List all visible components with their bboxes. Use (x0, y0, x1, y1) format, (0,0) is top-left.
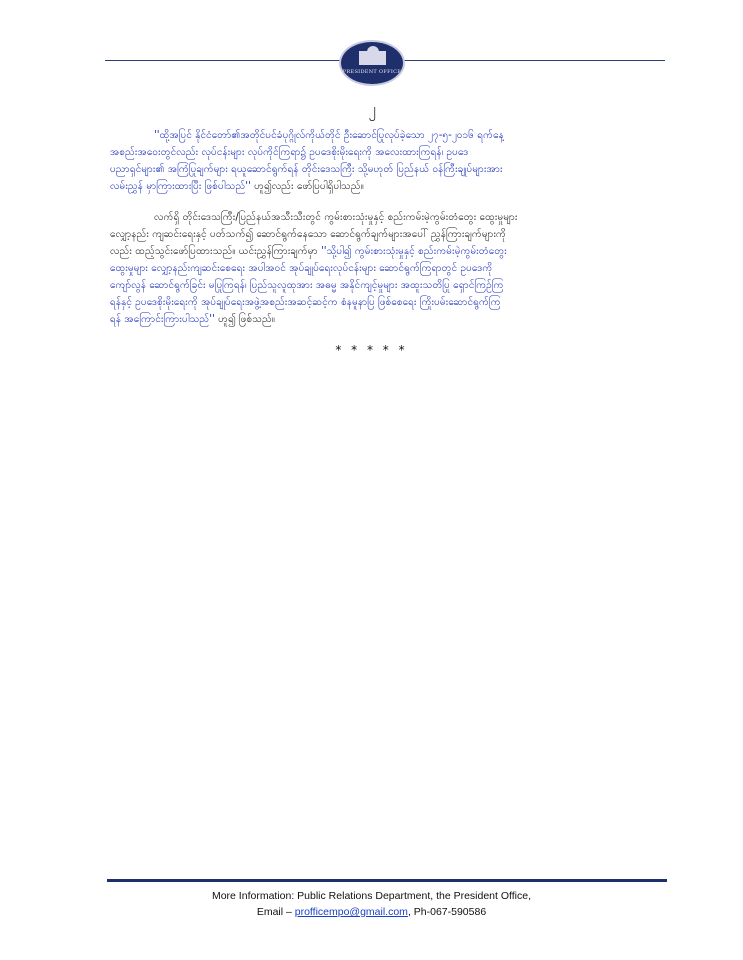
paragraph-line (110, 243, 640, 260)
text-run: အစည်းအဝေးတွင်လည်း လုပ်ငန်းများ လုပ်ကိုင်ကြရာ၌ ဥပဒေစိုးမိုးရေးကို အလေးထားကြရန်၊ ဥပဒေ (110, 147, 469, 158)
president-office-logo: PRESIDENT OFFICE (339, 40, 405, 86)
paragraph-line (110, 178, 640, 195)
footer-line-1: More Information: Public Relations Department, the President Office, (211, 890, 532, 902)
paragraph-line (110, 226, 640, 243)
text-run: ဟူ၍လည်း ဖော်ပြပါရှိပါသည်။ (254, 181, 364, 192)
section-separator: * * * * * (335, 343, 408, 357)
phone-text: , Ph-067-590586 (407, 906, 487, 918)
footer-info (0, 890, 743, 902)
paragraph-line (110, 277, 640, 294)
paragraph-line (110, 161, 640, 178)
email-label: Email – (256, 906, 295, 918)
text-run: လည်း ထည့်သွင်းဖော်ပြထားသည်။ ယင်းညွှန်ကြားချက်မှာ (110, 246, 321, 257)
footer-contact (0, 906, 743, 918)
paragraph-line (110, 144, 640, 161)
text-run: ရန်နှင့် ဥပဒေစိုးမိုးရေးကို အုပ်ချုပ်ရေးအဖွဲ့အစည်းအဆင့်ဆင့်က စံနမူနာပြ ဖြစ်စေရေး ကြိုးပမ်းဆောင်ရွက်ကြ (110, 297, 501, 308)
text-run: လက်ရှိ တိုင်းဒေသကြီး/ပြည်နယ်အသီးသီးတွင် ကွမ်းစားသုံးမှုနှင့် စည်းကမ်းမဲ့ကွမ်းတံတွေး ထွေးမှုများ (154, 212, 518, 223)
paragraph-2 (110, 209, 640, 328)
text-run: ''သို့ပါ၍ ကွမ်းစားသုံးမှုနှင့် စည်းကမ်းမဲ့ကွမ်းတံတွေး (320, 246, 507, 257)
page-number: ၂ (368, 100, 376, 118)
text-run: ဟူ၍ ဖြစ်သည်။ (218, 314, 275, 325)
text-run: ''ထို့အပြင် နိုင်ငံတော်၏အတိုင်ပင်ခံပုဂ္ဂိုလ်ကိုယ်တိုင် ဦးဆောင်ပြုလုပ်ခဲ့သော ၂၇-၅-၂၀၁၆ ရက်နေ့ (154, 130, 504, 141)
text-run: ထွေးမှုများ လျှော့နည်းကျဆင်းစေရေး အပါအဝင် အုပ်ချုပ်ရေးလုပ်ငန်းများ ဆောင်ရွက်ကြရာတွင် ဥပဒေကို (110, 263, 493, 274)
paragraph-line (110, 311, 640, 328)
paragraph-line (110, 260, 640, 277)
paragraph-line (110, 209, 640, 226)
text-run: ကျော်လွန် ဆောင်ရွက်ခြင်း မပြုကြရန်၊ ပြည်သူလူထုအား အဓမ္မ အနိုင်ကျင့်မှုများ အထူးသတိပြု ရှောင်ကြဉ်ကြ (110, 280, 504, 291)
email-link[interactable]: profficempo@gmail.com (294, 906, 408, 918)
paragraph-line (110, 127, 640, 144)
paragraph-line (110, 294, 640, 311)
footer-rule (107, 879, 667, 882)
text-run: လျှော့နည်း ကျဆင်းရေးနှင့် ပတ်သက်၍ ဆောင်ရွက်နေသော ဆောင်ရွက်ချက်များအပေါ် ညွှန်ကြားချက်များကို (110, 229, 507, 240)
text-run: လမ်းညွှန် မှာကြားထားပြီး ဖြစ်ပါသည်'' (110, 181, 255, 192)
paragraph-1 (110, 127, 640, 195)
text-run: ပညာရှင်များ၏ အကြံပြုချက်များ ရယူဆောင်ရွက်ရန် တိုင်းဒေသကြီး သို့မဟုတ် ပြည်နယ် ဝန်ကြီးချုပ်များအား (110, 164, 503, 175)
text-run: ရန် အကြောင်းကြားပါသည်'' (110, 314, 219, 325)
